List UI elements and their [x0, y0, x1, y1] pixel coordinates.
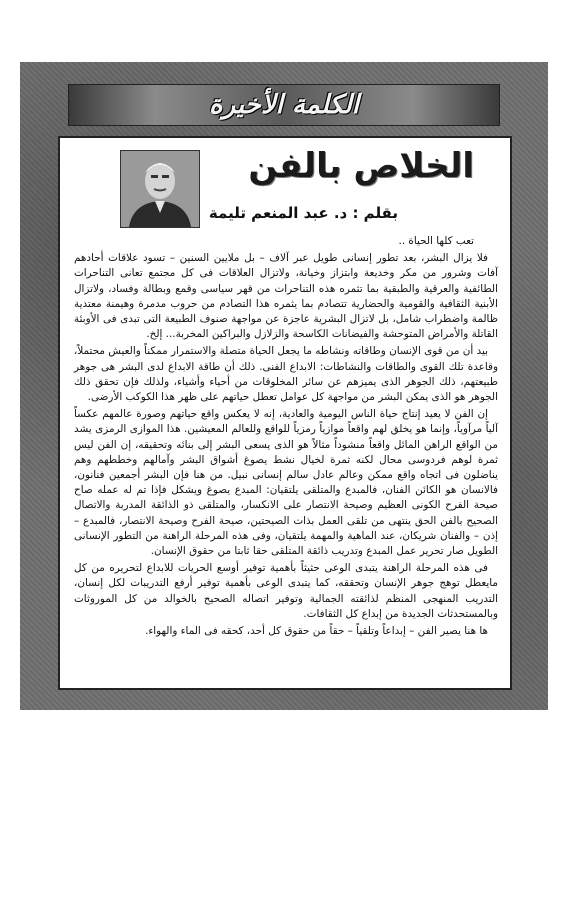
paragraph-5: فى هذه المرحلة الراهنة يتبدى الوعى حثيثاً بأهمية توفير أوسع الحريات للابداع لتحريره من كل مايعطل توهج جوهر الإنسان وتحققه، كما يتبدى الوعى بأهمية توفير أرفع التدريبات لكل إنسان، التدريب المنهجى المنظم لذائقته الجمالية وتوفير اتصاله الصحيح بالخوالد من كل الموروثات وبالمستحدثات الجديدة من إبداع كل الثقافات.	[74, 562, 498, 620]
section-title: الكلمة الأخيرة	[208, 90, 360, 120]
section-banner	[68, 84, 500, 126]
article-body	[74, 234, 498, 641]
paragraph-2: فلا يزال البشر، بعد تطور إنسانى طويل عبر آلاف – بل ملايين السنين – تسود علاقات أحادهم آفات وشرور من مكر وخديعة وابتزاز وخيانة، ولاتزال العلاقات فى كل مجتمع تعانى التناحرات الطائفية والعرقية والطبقية بما تثمره هذه التناحرات من قهر سياسى وقمع وبطالة وفساد، ولاتزال الأبنية الثقافية والقومية والحضارية تتصادم بما يثمره هذا التصادم من حروب مدمرة وهيمنة معتدية ظالمة واضطراب شامل، بل لاتزال البشرية عاجزة عن مواجهة صنوف الطبيعة التى تبدى فى الأوبئة القاتلة والأمراض المتوحشة والفيضانات الكاسحة والزلازل والبراكين المخربة... إلخ.	[74, 252, 498, 341]
author-portrait	[120, 150, 200, 228]
paragraph-6: ها هنا يصير الفن – إبداعاً وتلقياً – حقاً من حقوق كل أحد، كحقه فى الماء والهواء.	[145, 625, 488, 638]
article-panel	[58, 136, 512, 690]
author-photo-icon	[121, 151, 199, 227]
paragraph-3: بيد أن من قوى الإنسان وطاقاته ونشاطه ما يجعل الحياة متصلة والاستمرار ممكناً والعيش محتملاً، وقاعدة تلك القوى والطاقات والنشاطات: الابداع الفنى. ذلك أن طاقة الابداع لدى البشر هى جوهر طبيعتهم، ذلك الجوهر الذى يميزهم عن سائر المخلوقات من أحياء وأشياء، ولذلك فإن تحقق ذلك الجوهر هو الذى يمكن البشر من مواجهة كل عوامل تعطل حياتهم على ظهر هذا الكوكب الأرضى.	[74, 345, 498, 404]
paragraph-4: إن الفن لا يعيد إنتاج حياة الناس اليومية والعادية، إنه لا يعكس واقع حياتهم وصورة عالمهم عكساً آلياً مرآوياً، وإنما هو يخلق لهم واقعاً موازياً رمزياً للواقع وللعالم المعيشين. هذا الموازى الرمزى يشد من الواقع الراهن المائل واقعاً منشوداً مثالاً هو الذى يسعى البشر إلى بنائه وتحقيقه، إن الفن ليس ثمرة لوهم فردوسى محال لكنه ثمرة لخيال نشط يصوغ أشواق البشر وآمالهم وخططهم وهم يناضلون فى اتجاه واقع ممكن وعالم عادل سالم إنسانى نبيل. من هنا فإن البشر أجمعين فنانون، فالانسان هو الكائن الفنان، فالمبدع والمتلقى يلتقيان: المبدع يصوغ ويشكل فإذا تم له عمله صاح صيحة الفرح الكونى العظيم وصيحة الانتصار على الانكسار، والمتلقى ذو الذائقة المدربة والاتصال الصحيح بالفن الحق ينتهى من تلقى العمل بذات الصيحتين، صيحة الفرح وصيحة الانتصار، فالمبدع – إذن – والفنان شريكان، عند الماهية والمهمة يلتقيان، وفى هذه المرحلة الراهنة من التطور الإنسانى الطويل صار تحرير عمل المبدع وتدريب ذائقة المتلقى حقا ثابتا من حقوق الإنسان.	[74, 408, 498, 558]
author-byline: بقلم : د. عبد المنعم تليمة	[208, 204, 398, 222]
paragraph-1: تعب كلها الحياة ..	[398, 235, 474, 247]
article-headline: الخلاص بالفن	[248, 146, 474, 186]
